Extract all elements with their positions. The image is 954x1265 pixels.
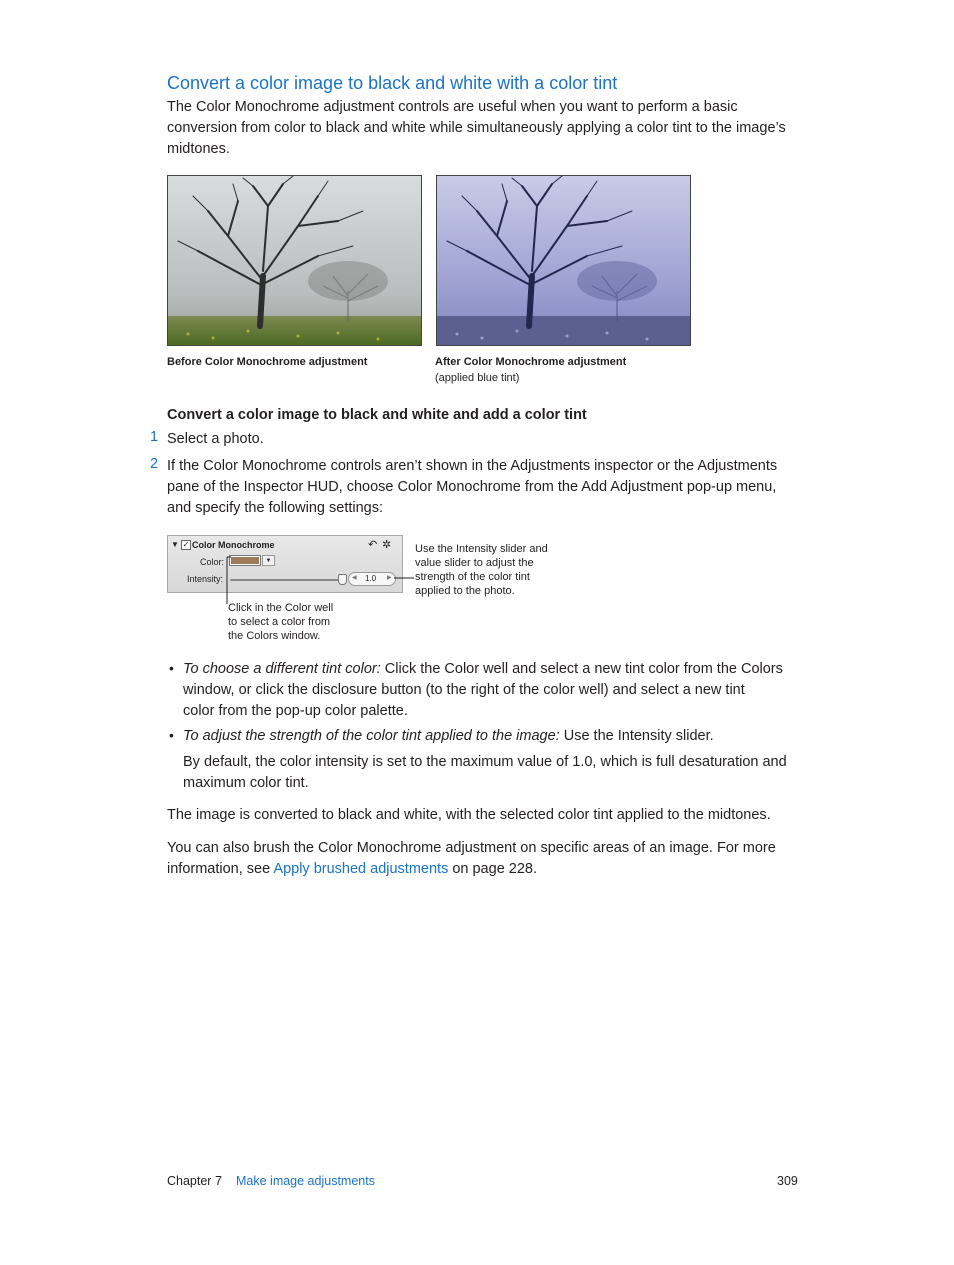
step-text: If the Color Monochrome controls aren’t shown in the Adjustments inspector or the Adjustments pane of the Inspector HUD, choose Color Monochrome from the Add Adjustment pop-up menu, and specify the following settings: — [167, 458, 778, 516]
bullet-item: To adjust the strength of the color tint applied to the image: Use the Intensity slider. — [183, 728, 714, 744]
color-label: Color: — [200, 557, 225, 567]
step-number: 1 — [150, 429, 159, 445]
color-well-callout: Click in the Color well to select a color from the Colors window. — [228, 602, 334, 642]
after-subcaption: (applied blue tint) — [435, 372, 520, 384]
before-caption: Before Color Monochrome adjustment — [167, 356, 368, 368]
bullet-item: To choose a different tint color: Click the Color well and select a new tint color from the Colors window, or click the disclosure button (to the right of the color well) and select a new tint color from the pop-up color palette. — [183, 661, 783, 719]
step-number: 2 — [150, 456, 159, 472]
task-title: Convert a color image to black and white and add a color tint — [167, 407, 587, 423]
section-heading: Convert a color image to black and white with a color tint — [167, 73, 618, 93]
after-caption: After Color Monochrome adjustment (applied blue tint) — [435, 356, 627, 384]
intensity-label: Intensity: — [187, 574, 224, 584]
disclosure-triangle-icon[interactable]: ▼ — [171, 540, 179, 549]
page-number: 309 — [777, 1174, 798, 1188]
step-text: Select a photo. — [167, 431, 264, 447]
brush-paragraph: You can also brush the Color Monochrome adjustment on specific areas of an image. For more information, see Apply brushed adjustments on page 228. — [167, 840, 776, 877]
bullet-marker: • — [169, 660, 174, 676]
chevron-down-icon[interactable]: ▼ — [262, 555, 275, 566]
gear-icon[interactable]: ✲ — [382, 539, 392, 551]
bullet-paragraph: By default, the color intensity is set to the maximum value of 1.0, which is full desaturation and maximum color tint. — [183, 754, 787, 791]
decrement-arrow-icon[interactable]: ◀ — [352, 575, 357, 581]
footer-chapter: Chapter 7 — [167, 1174, 222, 1188]
apply-brushed-adjustments-link[interactable]: Apply brushed adjustments — [273, 861, 449, 877]
increment-arrow-icon[interactable]: ▶ — [387, 575, 392, 581]
panel-title: Color Monochrome — [192, 540, 275, 550]
result-paragraph: The image is converted to black and white, with the selected color tint applied to the midtones. — [167, 807, 771, 823]
intro-paragraph: The Color Monochrome adjustment controls are useful when you want to perform a basic conversion from color to black and white while simultaneously applying a color tint to the image’s midtones. — [167, 99, 786, 157]
footer-chapter-title-link[interactable]: Make image adjustments — [236, 1174, 375, 1188]
reset-icon[interactable]: ↶ — [368, 539, 378, 551]
intensity-callout: Use the Intensity slider and value slider to adjust the strength of the color tint applied to the photo. — [415, 543, 548, 597]
intensity-value: 1.0 — [365, 574, 377, 583]
enable-checkbox[interactable]: ✓ — [182, 540, 190, 549]
bullet-marker: • — [169, 727, 174, 743]
